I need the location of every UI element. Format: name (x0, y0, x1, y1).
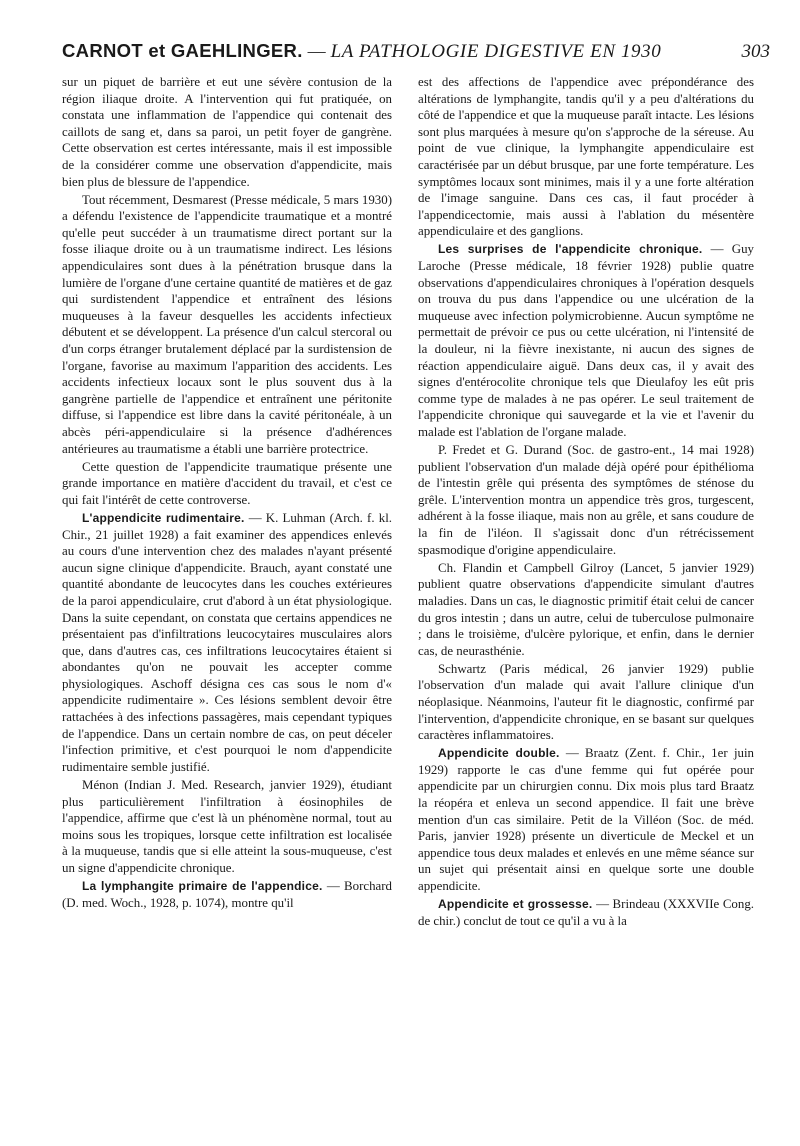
paragraph-text: Ménon (Indian J. Med. Research, janvier 1929), étudiant plus particulièrement l'infiltration à éosinophiles de l'appendice, affirme que c'est là un phénomène normal, tout au moins sous les tropiques, lorsque cette infiltration est localisée à la muqueuse, tandis que si elle atteint la sous-muqueuse, c'est un signe d'appendicite chronique. (62, 777, 392, 875)
paragraph-text: Ch. Flandin et Campbell Gilroy (Lancet, 5 janvier 1929) publient quatre observations d'appendicite simulant d'autres maladies. Dans un cas, le diagnostic primitif était celui de cancer du gros intestin ; dans un autre, celui de tuberculose pulmonaire ; dans le troisième, d'ulcère pylorique, et enfin, dans le dernier cas, de neurasthénie. (418, 560, 754, 658)
section-heading: Les surprises de l'appendicite chronique. (438, 242, 703, 257)
paragraph-text: Tout récemment, Desmarest (Presse médicale, 5 mars 1930) a défendu l'existence de l'appendicite traumatique et a montré qu'elle peut succéder à un traumatisme direct portant sur la fosse iliaque droite ou à un traumatisme indirect. Les lésions appendiculaires sont dues à la pénétration brusque dans la lumière de l'organe d'une certaine quantité de matières et de gaz qui surdistendent l'appendice et entraînent des lésions muqueuses à la faveur desquelles les accidents infectieux débutent et se développent. La présence d'un calcul stercoral ou d'un corps étranger brutalement déplacé par la surdistension de l'organe, favorise au maximum l'apparition des accidents. Les accidents infectieux locaux sont le plus souvent dus à la gangrène partielle de l'appendice et entraînent une péritonite diffuse, si l'appendice est libre dans la cavité péritonéale, à un abcès péri-appendiculaire si la présence d'adhérences antérieures au traumatisme a établi une barrière protectrice. (62, 192, 392, 456)
header-separator: — (307, 41, 326, 61)
paragraph-text: — K. Luhman (Arch. f. kl. Chir., 21 juillet 1928) a fait examiner des appendices enlevés au cours d'une intervention chez des malades n'ayant présenté aucun signe clinique d'appendicite. Brauch, ayant constaté une quantité abondante de leucocytes dans les couches extérieures de la paroi appendiculaire, crut d'abord à un état physiologique. Dans la suite cependant, on constata que certains appendices ne présentaient pas d'infiltrations leucocytaires musculaires alors que, dans d'autres cas, ces infiltrations leucocytaires étaient si abondantes qu'on ne pouvait les accepter comme physiologiques. Aschoff désigna ces cas sous le nom d'« appendicite rudimentaire ». Ces lésions semblent devoir être rattachées à des infections passagères, mais cependant typiques de l'appendice. Dans un certain nombre de cas, on peut déceler l'infection primitive, et c'est pourquoi le nom d'appendicite rudimentaire semble justifié. (62, 510, 392, 774)
page-number: 303 (741, 41, 770, 62)
paragraph (62, 192, 392, 458)
paragraph (418, 745, 754, 894)
paragraph-text: — Guy Laroche (Presse médicale, 18 février 1928) publie quatre observations d'appendiculaires chroniques à l'opération desquels on trouva du pus dans l'appendice ou une ulcération de la muqueuse avec infection polymicrobienne. Aucun symptôme ne permettait de prévoir ce pus ou cette ulcération, ni l'intensité de la douleur, ni la fièvre inexistante, ni aucun des signes de réaction appendiculaire aiguë. Dans deux cas, il y avait des signes d'entérocolite chronique tels que Dieulafoy les eût pris comme type de malades à ne pas opérer. Le seul traitement de l'appendicite chronique qui sauvegarde et la vie et l'avenir du malade est l'ablation de l'organe malade. (418, 242, 754, 439)
paragraph (418, 442, 754, 558)
paragraph (62, 459, 392, 509)
paragraph (418, 241, 754, 440)
section-heading: La lymphangite primaire de l'appendice. (82, 879, 323, 893)
paragraph (418, 74, 754, 240)
section-heading: L'appendicite rudimentaire. (82, 510, 245, 525)
section-heading: Appendicite double. (438, 746, 560, 761)
paragraph-text: P. Fredet et G. Durand (Soc. de gastro-ent., 14 mai 1928) publient l'observation d'un malade déjà opéré pour épithélioma de l'intestin grêle qui présenta des symptômes de sténose du grêle. L'intervention montra un appendice très gros, turgescent, adhérent à la fosse iliaque, mais non au grêle, et sans coudure de la fin de l'iléon. Il s'agissait donc d'un rétrécissement spasmodique d'origine appendiculaire. (418, 443, 754, 557)
right-column (418, 74, 754, 931)
paragraph (62, 878, 392, 911)
paragraph (418, 896, 754, 929)
header-authors: CARNOT et GAEHLINGER. (62, 40, 303, 61)
paragraph-text: sur un piquet de barrière et eut une sévère contusion de la région iliaque droite. A l'intervention qui fut pratiquée, on constata une inflammation de l'appendice qui contenait des caillots de sang et, dans sa paroi, un petit foyer de gangrène. Cette observation est certes intéressante, mais il est impossible de la considérer comme une observation d'appendicite, mais bien plus de blessure de l'appendice. (62, 75, 392, 189)
paragraph (62, 777, 392, 877)
paragraph-text: est des affections de l'appendice avec prépondérance des altérations de lymphangite, tandis qu'il y a peu d'altérations du côté de l'appendice et que la muqueuse paraît intacte. Les lésions sont plus marquées à mesure qu'on s'approche de la séreuse. Au point de vue clinique, la lymphangite appendiculaire est caractérisée par un début brusque, par une forte température. Les symptômes locaux sont minimes, mais il y a une forte altération de l'image sanguine. Dans ces cas, il faut procéder à l'appendicectomie, mais aussi à l'ablation du mésentère appendiculaire et des ganglions. (418, 75, 754, 239)
paragraph (418, 661, 754, 744)
paragraph (418, 560, 754, 660)
paragraph (62, 74, 392, 190)
paragraph-text: Schwartz (Paris médical, 26 janvier 1929) publie l'observation d'un malade qui avait l'allure clinique d'un néoplasique. Néanmoins, l'auteur fit le diagnostic, confirmé par l'intervention, d'appendicite chronique, en se basant sur quelques caractères inflammatoires. (418, 661, 754, 743)
paragraph (62, 510, 392, 776)
left-column (62, 74, 392, 913)
section-heading: Appendicite et grossesse. (438, 897, 593, 912)
paragraph-text: — Brindeau (XXXVIIe Cong. de chir.) conclut de tout ce qu'il a vu à la (418, 897, 754, 928)
running-header (62, 40, 770, 68)
header-title: LA PATHOLOGIE DIGESTIVE EN 1930 (330, 41, 662, 62)
paragraph-text: — Braatz (Zent. f. Chir., 1er juin 1929) rapporte le cas d'une femme qui fut opérée pour appendicite par un chirurgien connu. Dix mois plus tard Braatz la réopéra et enleva un second appendice. Il fait une brève mention d'un cas similaire. Petit de la Villéon (Soc. de méd. Paris, janvier 1928) présente un diverticule de Meckel et un appendice tous deux malades et enlevés en une même séance sur un sujet qui présentait ainsi en quelque sorte une double appendicite. (418, 746, 754, 893)
paragraph-text: Cette question de l'appendicite traumatique présente une grande importance en matière d'accident du travail, et c'est ce qui fait l'intérêt de cette controverse. (62, 459, 392, 507)
paragraph-text: — Borchard (D. med. Woch., 1928, p. 1074), montre qu'il (62, 879, 392, 910)
